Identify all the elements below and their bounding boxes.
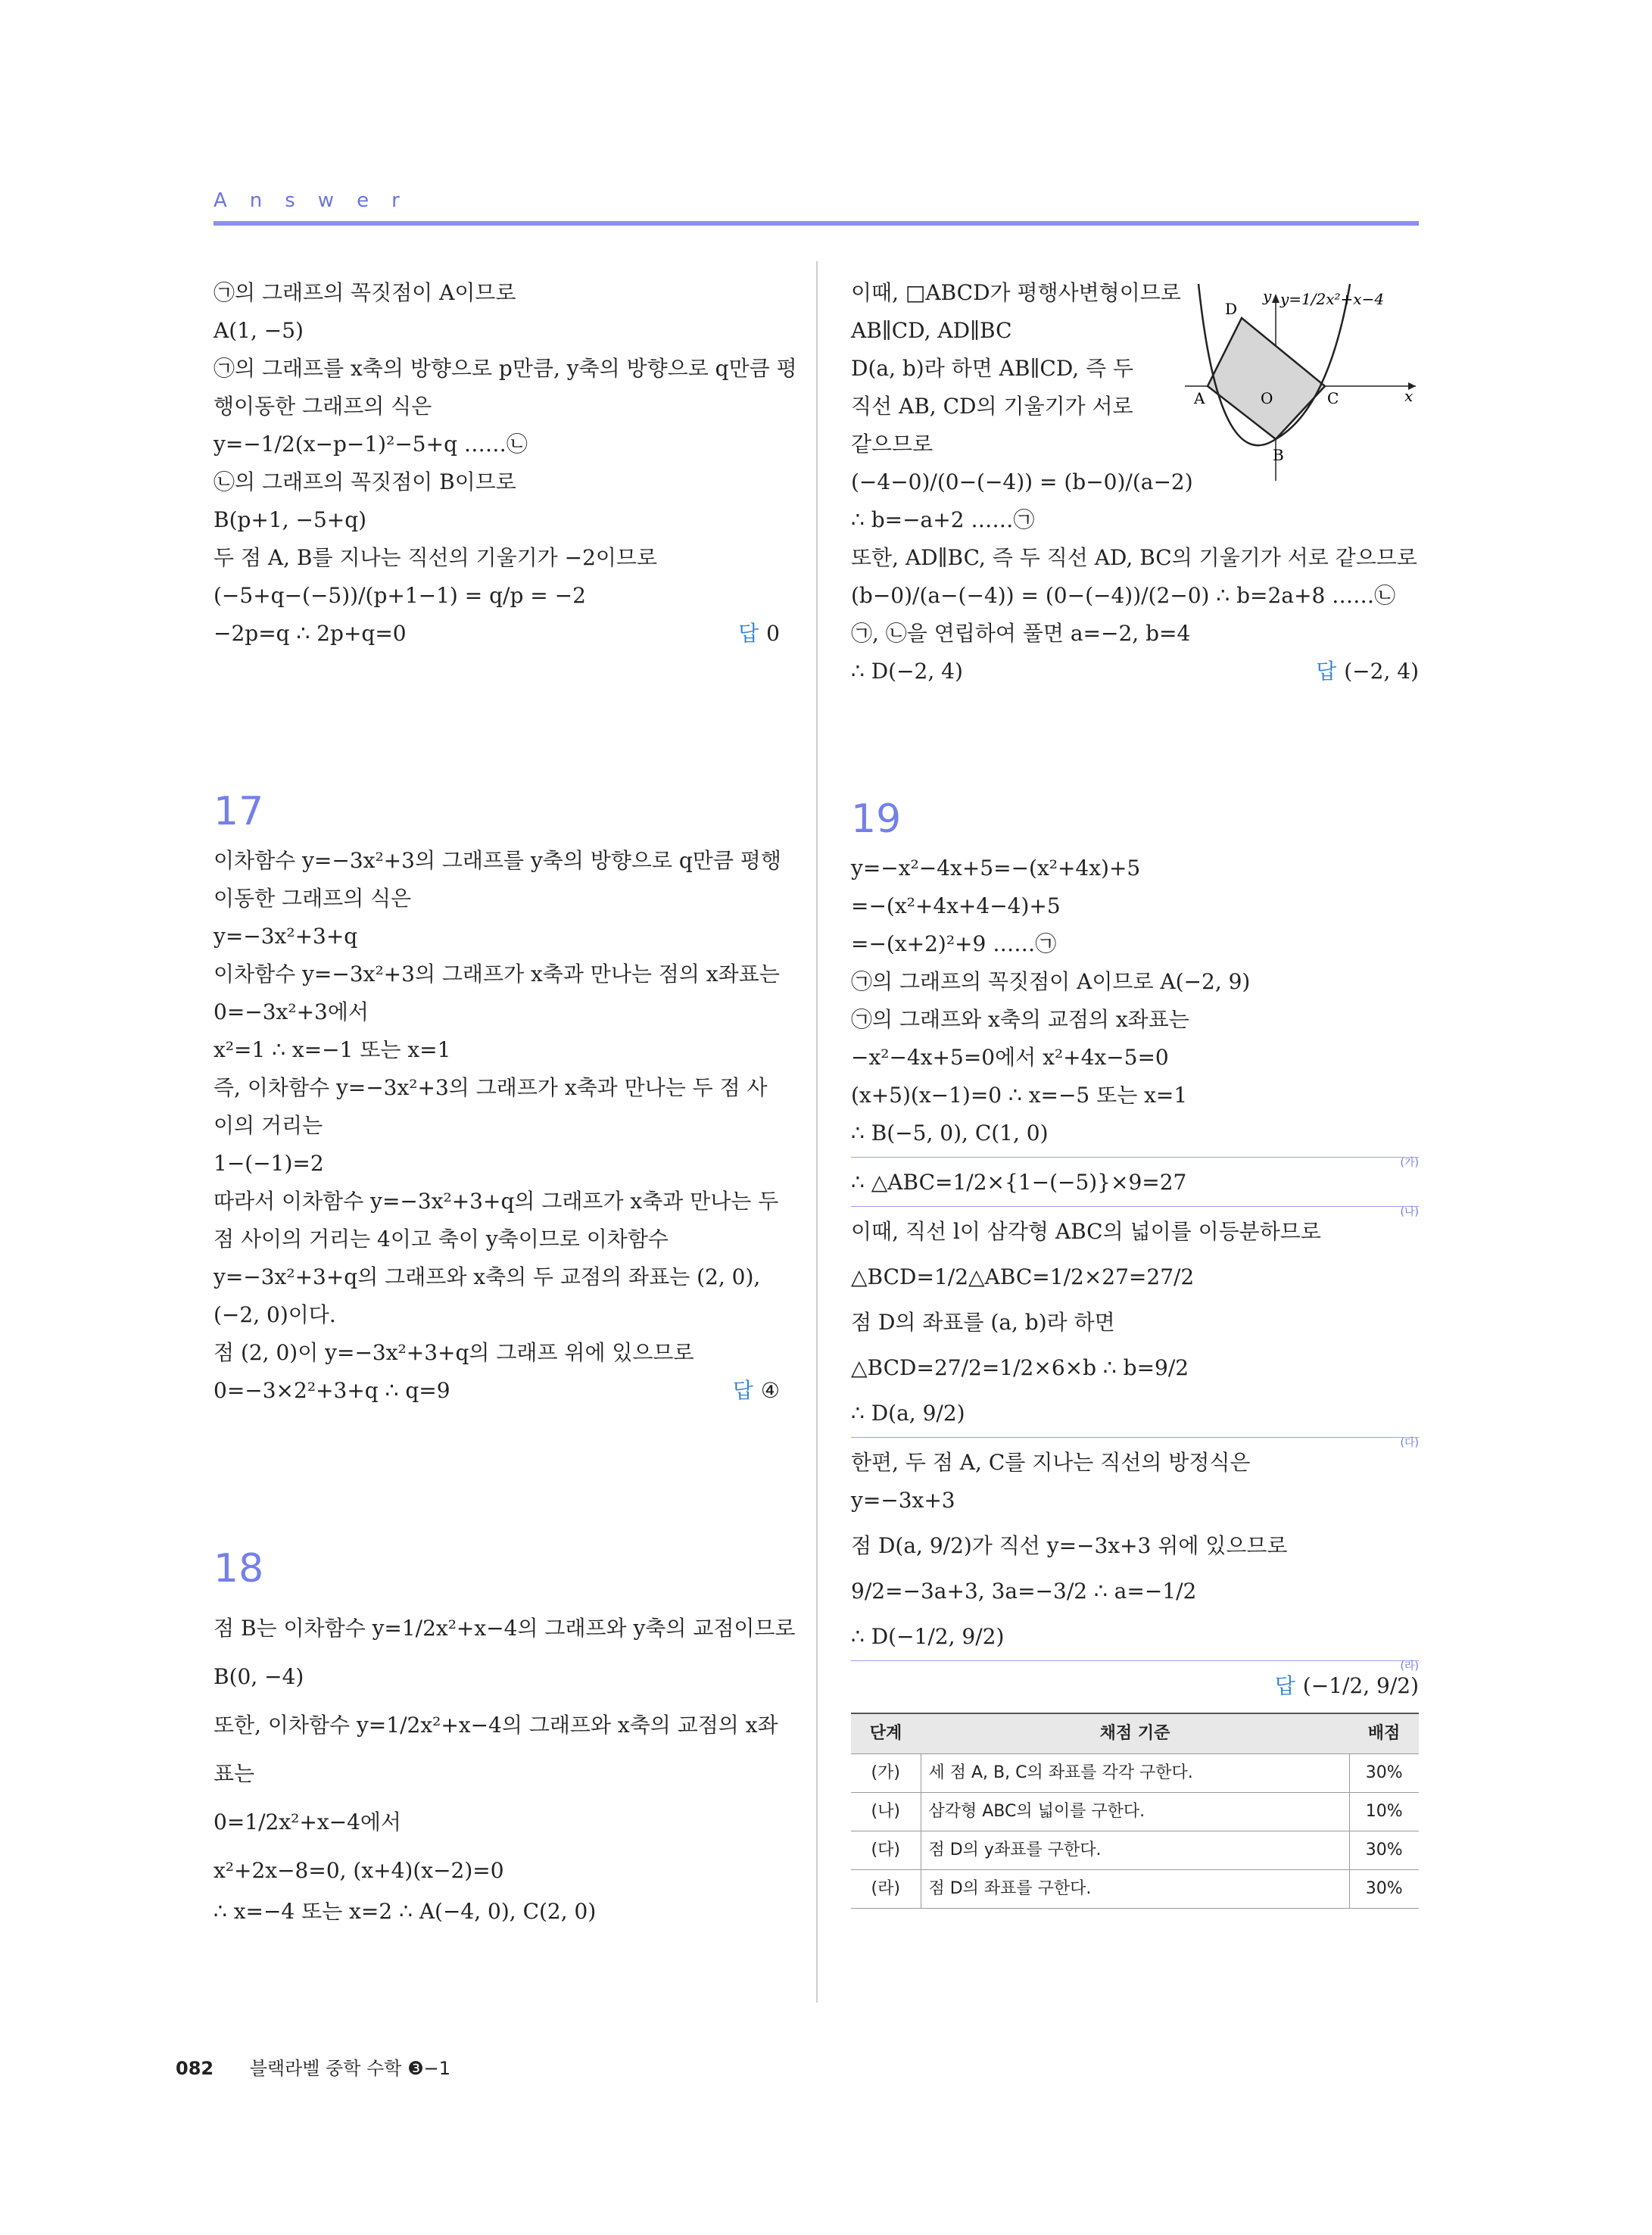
step-separator — [851, 1660, 1419, 1672]
text-line: ㉠의 그래프의 꼭짓점이 A이므로 A(−2, 9) — [851, 969, 1251, 994]
text-line: 같으므로 — [851, 432, 934, 457]
table-header: 배점 — [1349, 1713, 1419, 1754]
text-line: 0=−3×2²+3+q ∴ q=9 — [214, 1378, 450, 1403]
text-line: x²=1 ∴ x=−1 또는 x=1 — [214, 1037, 451, 1062]
x-axis-label: x — [1404, 387, 1414, 405]
problem-number-18: 18 — [214, 1546, 264, 1591]
answer-value: ④ — [760, 1378, 780, 1403]
right-column — [851, 274, 1419, 1909]
step-label: (다) — [1400, 1437, 1419, 1449]
point-label-a: A — [1194, 389, 1205, 407]
point-label-c: C — [1327, 389, 1339, 407]
text-line: (b−0)/(a−(−4)) = (0−(−4))/(2−0) ∴ b=2a+8 ……㉡ — [851, 583, 1396, 608]
text-line: 점 D의 좌표를 (a, b)라 하면 — [851, 1310, 1115, 1335]
text-line: =−(x²+4x+4−4)+5 — [851, 893, 1061, 918]
answer-value: (−2, 4) — [1344, 659, 1419, 684]
table-cell: 30% — [1349, 1870, 1419, 1909]
text-line: (−5+q−(−5))/(p+1−1) = q/p = −2 — [214, 583, 586, 608]
text-line: 이때, 직선 l이 삼각형 ABC의 넓이를 이등분하므로 — [851, 1219, 1321, 1244]
text-line: 0=1/2x²+x−4에서 — [214, 1810, 401, 1834]
table-cell: (다) — [851, 1831, 921, 1870]
text-line: 점 사이의 거리는 4이고 축이 y축이므로 이차함수 — [214, 1227, 669, 1252]
table-row — [851, 1870, 1419, 1909]
column-divider — [816, 261, 818, 2003]
answer-row — [851, 1667, 1419, 1705]
text-line: 두 점 A, B를 지나는 직선의 기울기가 −2이므로 — [214, 545, 658, 570]
table-cell: 세 점 A, B, C의 좌표를 각각 구한다. — [921, 1754, 1349, 1793]
text-line: 점 D(a, 9/2)가 직선 y=−3x+3 위에 있으므로 — [851, 1533, 1288, 1558]
table-header: 단계 — [851, 1713, 921, 1754]
answer-label: 답 — [1274, 1673, 1295, 1698]
text-line: 점 B는 이차함수 y=1/2x²+x−4의 그래프와 y축의 교점이므로 — [214, 1616, 796, 1641]
table-header-row — [851, 1713, 1419, 1754]
answer-tag — [733, 1372, 780, 1410]
answer-tag — [738, 615, 780, 653]
text-line: ㉡의 그래프의 꼭짓점이 B이므로 — [214, 469, 516, 494]
answer-value: 0 — [766, 621, 780, 646]
header-label: Answer — [214, 189, 422, 212]
text-line: ㉠의 그래프의 꼭짓점이 A이므로 — [214, 280, 516, 305]
text-line: 9/2=−3a+3, 3a=−3/2 ∴ a=−1/2 — [851, 1579, 1197, 1604]
answer-row — [851, 653, 1419, 690]
page-footer — [176, 2053, 450, 2080]
text-line: ㉠의 그래프를 x축의 방향으로 p만큼, y축의 방향으로 q만큼 평 — [214, 356, 797, 381]
text-line: 0=−3x²+3에서 — [214, 999, 369, 1024]
text-line: ㉠, ㉡을 연립하여 풀면 a=−2, b=4 — [851, 621, 1191, 646]
text-line: 표는 — [214, 1761, 255, 1786]
header-rule — [214, 221, 1419, 226]
text-line: y=−3x+3 — [851, 1488, 955, 1513]
text-line: y=−x²−4x+5=−(x²+4x)+5 — [851, 856, 1141, 881]
text-line: △BCD=1/2△ABC=1/2×27=27/2 — [851, 1264, 1195, 1289]
table-header: 채점 기준 — [921, 1713, 1349, 1754]
table-cell: 삼각형 ABC의 넓이를 구한다. — [921, 1793, 1349, 1831]
step-label: (라) — [1400, 1660, 1419, 1672]
text-line: 한편, 두 점 A, C를 지나는 직선의 방정식은 — [851, 1450, 1251, 1475]
text-line: 이때, □ABCD가 평행사변형이므로 — [851, 280, 1181, 305]
text-line: A(1, −5) — [214, 318, 304, 343]
text-line: ∴ △ABC=1/2×{1−(−5)}×9=27 — [851, 1170, 1187, 1195]
answer-tag — [1316, 653, 1419, 690]
text-line: (−2, 0)이다. — [214, 1302, 336, 1327]
table-cell: 점 D의 y좌표를 구한다. — [921, 1831, 1349, 1870]
text-line: D(a, b)라 하면 AB∥CD, 즉 두 — [851, 356, 1134, 381]
text-line: (x+5)(x−1)=0 ∴ x=−5 또는 x=1 — [851, 1083, 1188, 1108]
text-line: ∴ x=−4 또는 x=2 ∴ A(−4, 0), C(2, 0) — [214, 1899, 597, 1924]
table-row — [851, 1831, 1419, 1870]
text-line: 점 (2, 0)이 y=−3x²+3+q의 그래프 위에 있으므로 — [214, 1340, 694, 1365]
scoring-table — [851, 1713, 1419, 1909]
text-line: 따라서 이차함수 y=−3x²+3+q의 그래프가 x축과 만나는 두 — [214, 1189, 779, 1214]
table-cell: (가) — [851, 1754, 921, 1793]
graph-equation: y=1/2x²+x−4 — [1280, 290, 1385, 308]
page-number: 082 — [176, 2058, 214, 2079]
table-cell: 30% — [1349, 1754, 1419, 1793]
table-cell: (라) — [851, 1870, 921, 1909]
answer-row — [214, 1372, 780, 1410]
point-label-b: B — [1273, 446, 1284, 464]
text-line: −x²−4x+5=0에서 x²+4x−5=0 — [851, 1045, 1169, 1070]
text-line: ∴ D(−1/2, 9/2) — [851, 1624, 1005, 1649]
table-cell: (나) — [851, 1793, 921, 1831]
y-axis-label: y — [1263, 287, 1272, 305]
answer-label: 답 — [1316, 659, 1337, 684]
text-line: 이동한 그래프의 식은 — [214, 886, 412, 911]
text-line: =−(x+2)²+9 ……㉠ — [851, 931, 1057, 956]
text-line: y=−1/2(x−p−1)²−5+q ……㉡ — [214, 432, 528, 457]
step-separator — [851, 1206, 1419, 1218]
step-separator — [851, 1437, 1419, 1449]
answer-label: 답 — [732, 1378, 753, 1403]
text-line: B(0, −4) — [214, 1664, 304, 1689]
text-line: 이의 거리는 — [214, 1113, 323, 1138]
table-row — [851, 1793, 1419, 1831]
text-line: 또한, 이차함수 y=1/2x²+x−4의 그래프와 x축의 교점의 x좌 — [214, 1713, 778, 1738]
text-line: x²+2x−8=0, (x+4)(x−2)=0 — [214, 1858, 504, 1883]
step-label: (나) — [1400, 1206, 1419, 1218]
step-separator — [851, 1157, 1419, 1169]
text-line: ∴ B(−5, 0), C(1, 0) — [851, 1121, 1049, 1146]
answer-row — [214, 615, 780, 653]
left-column — [214, 274, 797, 1931]
problem-number-19: 19 — [851, 796, 902, 842]
answer-label: 답 — [738, 621, 759, 646]
text-line: y=−3x²+3+q — [214, 924, 358, 949]
text-line: ㉠의 그래프와 x축의 교점의 x좌표는 — [851, 1007, 1189, 1032]
text-line: −2p=q ∴ 2p+q=0 — [214, 621, 407, 646]
table-row — [851, 1754, 1419, 1793]
text-line: △BCD=27/2=1/2×6×b ∴ b=9/2 — [851, 1355, 1189, 1380]
text-line: 즉, 이차함수 y=−3x²+3의 그래프가 x축과 만나는 두 점 사 — [214, 1075, 768, 1100]
text-line: 직선 AB, CD의 기울기가 서로 — [851, 394, 1133, 419]
answer-tag — [1275, 1667, 1419, 1705]
answer-value: (−1/2, 9/2) — [1302, 1673, 1419, 1698]
text-line: 행이동한 그래프의 식은 — [214, 394, 432, 419]
book-title: 블랙라벨 중학 수학 ❸−1 — [249, 2058, 451, 2079]
text-line: ∴ D(a, 9/2) — [851, 1401, 965, 1426]
text-line: (−4−0)/(0−(−4)) = (b−0)/(a−2) — [851, 469, 1193, 494]
text-line: ∴ D(−2, 4) — [851, 659, 963, 684]
text-line: 1−(−1)=2 — [214, 1151, 324, 1176]
problem-number-17: 17 — [214, 789, 264, 834]
table-cell: 30% — [1349, 1831, 1419, 1870]
text-line: AB∥CD, AD∥BC — [851, 318, 1012, 343]
text-line: ∴ b=−a+2 ……㉠ — [851, 507, 1035, 532]
point-label-d: D — [1225, 300, 1238, 318]
text-line: B(p+1, −5+q) — [214, 507, 367, 532]
step-label: (가) — [1400, 1157, 1419, 1169]
text-line: 이차함수 y=−3x²+3의 그래프를 y축의 방향으로 q만큼 평행 — [214, 848, 781, 873]
table-cell: 10% — [1349, 1793, 1419, 1831]
text-line: 이차함수 y=−3x²+3의 그래프가 x축과 만나는 점의 x좌표는 — [214, 962, 780, 987]
text-line: y=−3x²+3+q의 그래프와 x축의 두 교점의 좌표는 (2, 0), — [214, 1264, 761, 1289]
table-cell: 점 D의 좌표를 구한다. — [921, 1870, 1349, 1909]
origin-label: O — [1261, 389, 1273, 407]
text-line: 또한, AD∥BC, 즉 두 직선 AD, BC의 기울기가 서로 같으므로 — [851, 545, 1417, 570]
